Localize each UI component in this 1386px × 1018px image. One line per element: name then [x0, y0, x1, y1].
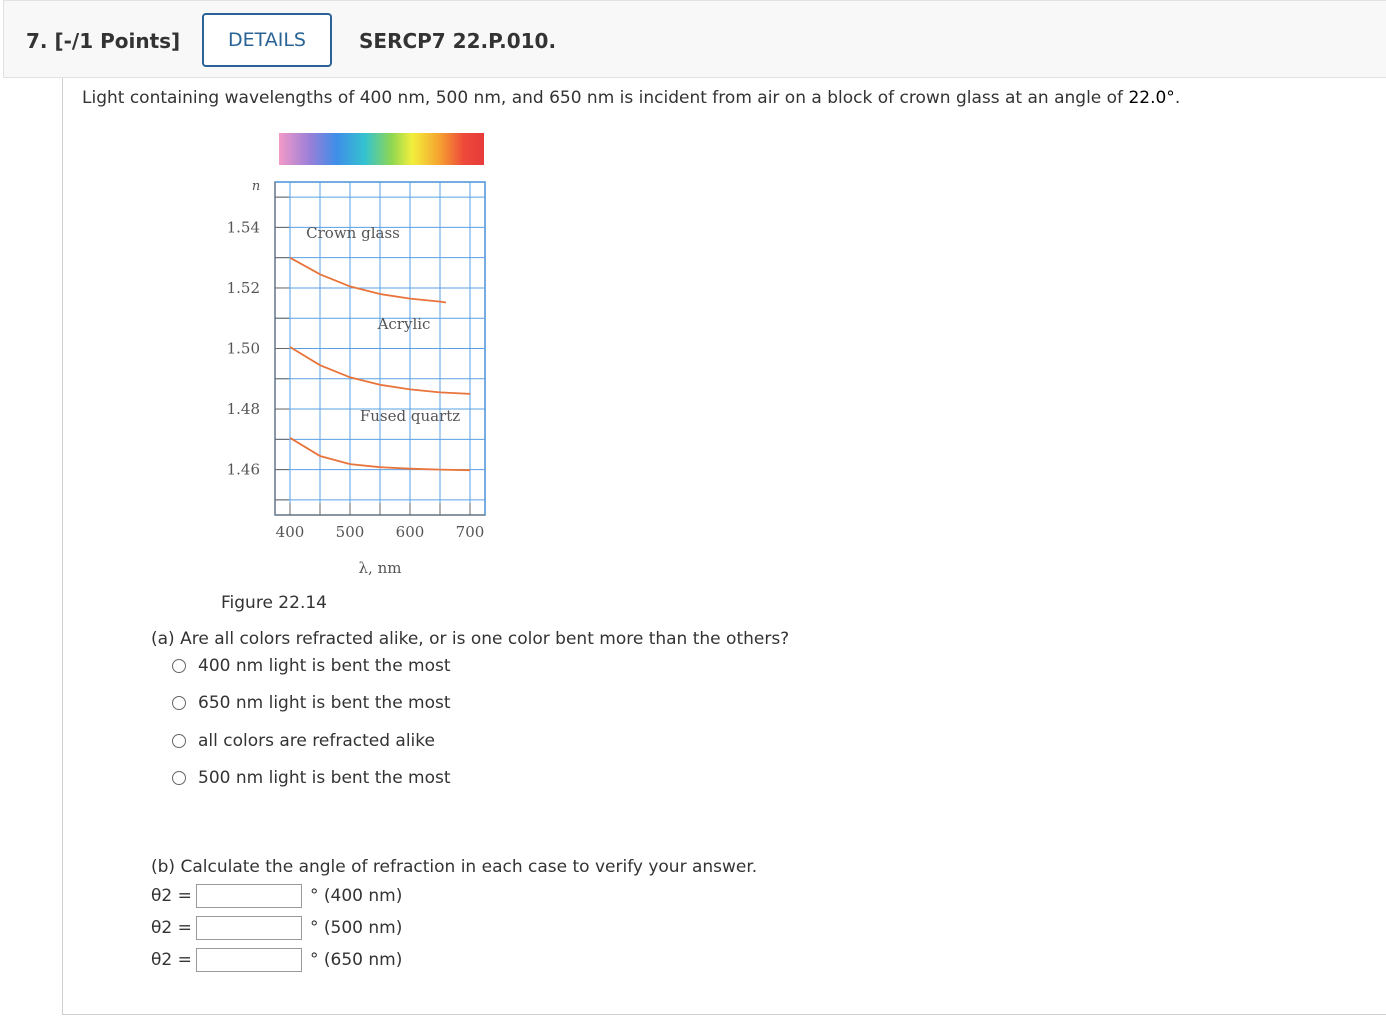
x-tick-label: 600 — [395, 523, 425, 541]
radio-button[interactable] — [172, 771, 186, 785]
option-500nm[interactable] — [172, 768, 451, 788]
option-label: 400 nm light is bent the most — [198, 656, 451, 676]
option-650nm[interactable] — [172, 693, 451, 713]
curve-label: Crown glass — [306, 224, 400, 243]
option-all-alike[interactable] — [172, 731, 435, 751]
curve-label: Acrylic — [377, 314, 431, 333]
option-label: 650 nm light is bent the most — [198, 693, 451, 713]
answer-input-650nm[interactable] — [196, 948, 302, 972]
answer-row-650nm — [151, 945, 402, 975]
question-header — [3, 0, 1386, 78]
radio-button[interactable] — [172, 659, 186, 673]
y-tick-label: 1.46 — [226, 460, 260, 479]
answer-input-500nm[interactable] — [196, 916, 302, 940]
spectrum-bar — [279, 133, 484, 165]
question-code: SERCP7 22.P.010. — [359, 29, 557, 53]
unit-label: ° (400 nm) — [310, 886, 403, 906]
x-tick-label: 500 — [335, 523, 365, 541]
option-400nm[interactable] — [172, 656, 451, 676]
y-tick-label: 1.54 — [226, 218, 260, 237]
question-number: 7. [-/1 Points] — [26, 29, 181, 53]
answer-input-400nm[interactable] — [196, 884, 302, 908]
unit-label: ° (500 nm) — [310, 918, 403, 938]
theta2-label: θ2 = — [151, 886, 192, 906]
y-tick-label: 1.52 — [226, 278, 260, 297]
x-axis-label: λ, nm — [358, 559, 402, 577]
x-tick-label: 700 — [455, 523, 485, 541]
x-tick-label: 400 — [275, 523, 305, 541]
figure-caption: Figure 22.14 — [221, 593, 327, 613]
radio-button[interactable] — [172, 696, 186, 710]
figure-22-14 — [215, 125, 515, 585]
y-tick-label: 1.48 — [226, 400, 260, 419]
theta2-label: θ2 = — [151, 950, 192, 970]
answer-row-500nm — [151, 913, 402, 943]
intro-sentence: Light containing wavelengths of 400 nm, 500 nm, and 650 nm is incident from air on a block of crown glass at an angle of — [82, 88, 1129, 108]
unit-label: ° (650 nm) — [310, 950, 403, 970]
part-a-question: (a) Are all colors refracted alike, or is one color bent more than the others? — [151, 629, 790, 649]
option-label: 500 nm light is bent the most — [198, 768, 451, 788]
answer-row-400nm — [151, 881, 402, 911]
intro-period: . — [1174, 88, 1181, 108]
part-b-question: (b) Calculate the angle of refraction in each case to verify your answer. — [151, 857, 758, 877]
option-label: all colors are refracted alike — [198, 731, 435, 751]
refractive-index-chart — [215, 125, 515, 585]
curve-label: Fused quartz — [359, 407, 461, 426]
radio-button[interactable] — [172, 734, 186, 748]
details-button[interactable]: DETAILS — [202, 13, 332, 67]
y-axis-label: n — [251, 179, 261, 194]
intro-text — [82, 88, 1180, 108]
theta2-label: θ2 = — [151, 918, 192, 938]
incident-angle-value: 22.0° — [1128, 88, 1175, 108]
y-tick-label: 1.50 — [226, 339, 260, 358]
